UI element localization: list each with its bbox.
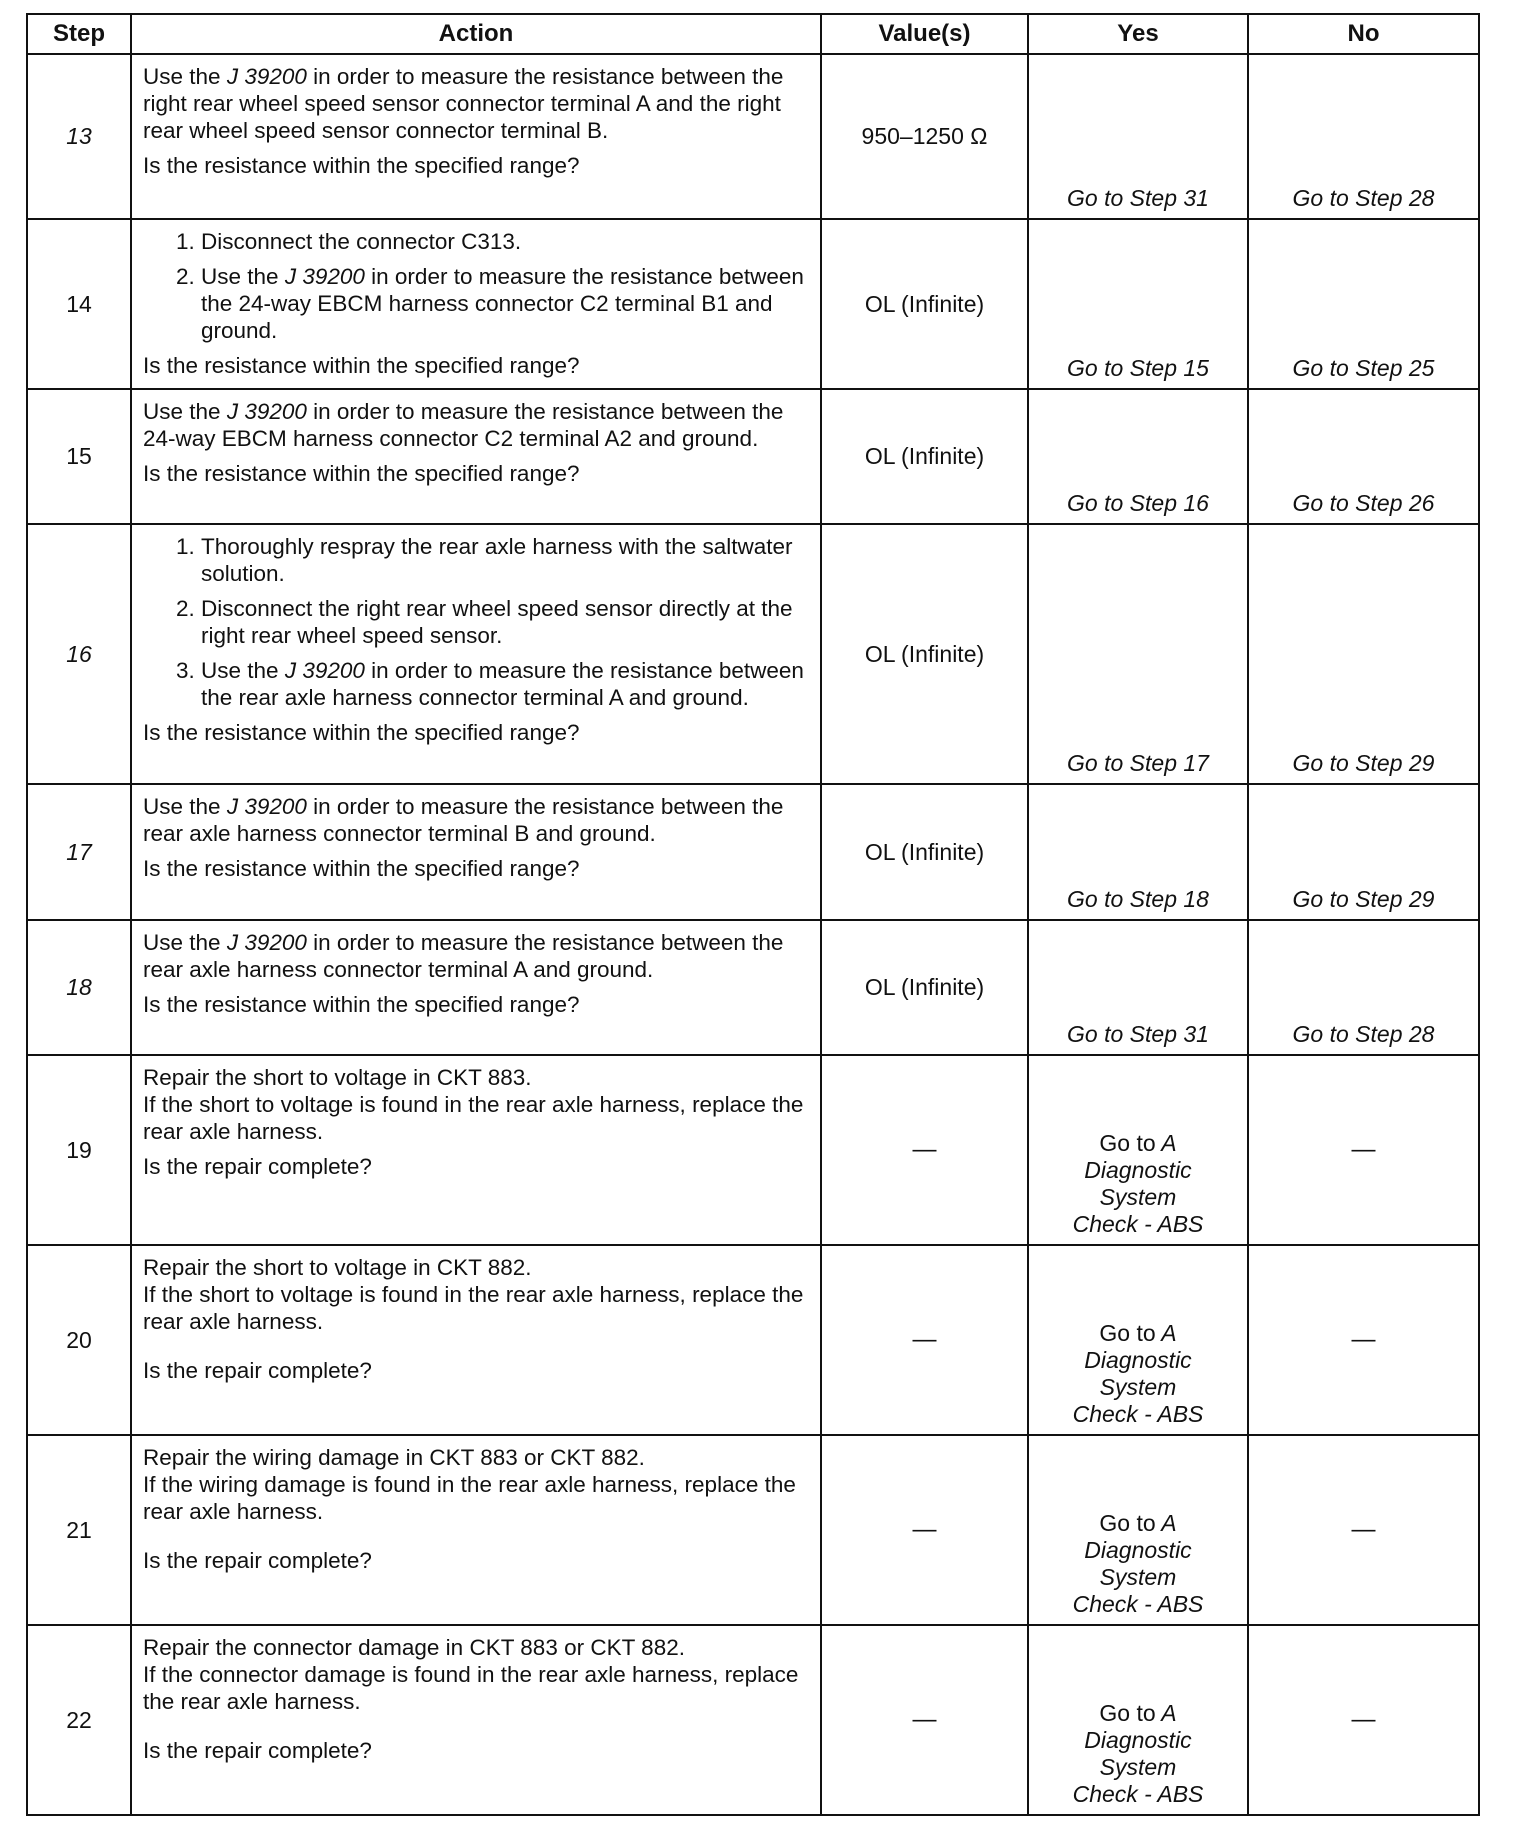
step-number: 21: [27, 1435, 131, 1625]
action-cell: [131, 219, 821, 389]
no-cell: Go to Step 26: [1248, 389, 1479, 524]
action-step: 2. Disconnect the right rear wheel speed sensor directly at the right rear wheel speed sensor.: [201, 595, 810, 649]
action-cell: [131, 920, 821, 1055]
yes-cell: Go to Step 15: [1028, 219, 1248, 389]
value-cell: —: [821, 1435, 1028, 1625]
step-number: 13: [27, 54, 131, 219]
action-cell: [131, 784, 821, 920]
action-cell: [131, 1055, 821, 1245]
yes-cell: Go to A Diagnostic System Check - ABS: [1028, 1435, 1248, 1625]
action-text: If the short to voltage is found in the rear axle harness, replace the rear axle harness.: [143, 1282, 804, 1334]
action-text: Use the J 39200 in order to measure the resistance between the 24-way EBCM harness connector C2 terminal A2 and ground.: [143, 399, 784, 451]
action-cell: [131, 54, 821, 219]
step-number: 17: [27, 784, 131, 920]
value-cell: OL (Infinite): [821, 920, 1028, 1055]
step-number: 14: [27, 219, 131, 389]
action-text: Use the J 39200 in order to measure the resistance between the right rear wheel speed sensor connector terminal A and the right rear wheel speed sensor connector terminal B.: [143, 64, 784, 143]
header-action: Action: [131, 14, 821, 54]
yes-cell: Go to A Diagnostic System Check - ABS: [1028, 1055, 1248, 1245]
value-cell: OL (Infinite): [821, 524, 1028, 784]
question-text: Is the repair complete?: [143, 1154, 372, 1179]
yes-cell: Go to Step 31: [1028, 920, 1248, 1055]
value-cell: —: [821, 1625, 1028, 1815]
action-text: Use the J 39200 in order to measure the resistance between the rear axle harness connector terminal B and ground.: [143, 794, 784, 846]
no-cell: Go to Step 28: [1248, 920, 1479, 1055]
action-text: Repair the short to voltage in CKT 882.: [143, 1255, 532, 1280]
header-values: Value(s): [821, 14, 1028, 54]
header-no: No: [1248, 14, 1479, 54]
table-row: [27, 1055, 1479, 1245]
step-number: 18: [27, 920, 131, 1055]
step-number: 15: [27, 389, 131, 524]
action-text: Repair the connector damage in CKT 883 or CKT 882.: [143, 1635, 685, 1660]
action-text: If the wiring damage is found in the rear axle harness, replace the rear axle harness.: [143, 1472, 796, 1524]
no-cell: Go to Step 25: [1248, 219, 1479, 389]
question-text: Is the repair complete?: [143, 1548, 372, 1573]
question-text: Is the resistance within the specified range?: [143, 353, 580, 378]
action-cell: [131, 524, 821, 784]
no-cell: Go to Step 29: [1248, 784, 1479, 920]
yes-cell: Go to A Diagnostic System Check - ABS: [1028, 1245, 1248, 1435]
table-row: [27, 920, 1479, 1055]
value-cell: OL (Infinite): [821, 784, 1028, 920]
table-row: [27, 54, 1479, 219]
table-row: [27, 524, 1479, 784]
header-yes: Yes: [1028, 14, 1248, 54]
action-text: If the connector damage is found in the rear axle harness, replace the rear axle harness.: [143, 1662, 799, 1714]
action-cell: [131, 1245, 821, 1435]
question-text: Is the repair complete?: [143, 1738, 372, 1763]
no-cell: —: [1248, 1435, 1479, 1625]
yes-cell: Go to Step 16: [1028, 389, 1248, 524]
action-text: Use the J 39200 in order to measure the resistance between the rear axle harness connector terminal A and ground.: [143, 930, 784, 982]
yes-cell: Go to Step 17: [1028, 524, 1248, 784]
no-cell: —: [1248, 1245, 1479, 1435]
diagnostic-table: [26, 13, 1480, 1816]
no-cell: —: [1248, 1625, 1479, 1815]
action-steps: [143, 533, 810, 711]
action-text: Repair the short to voltage in CKT 883.: [143, 1065, 532, 1090]
table-row: [27, 784, 1479, 920]
step-number: 20: [27, 1245, 131, 1435]
question-text: Is the resistance within the specified range?: [143, 992, 580, 1017]
no-cell: Go to Step 28: [1248, 54, 1479, 219]
step-number: 22: [27, 1625, 131, 1815]
question-text: Is the resistance within the specified range?: [143, 856, 580, 881]
yes-cell: Go to Step 18: [1028, 784, 1248, 920]
table-row: [27, 1245, 1479, 1435]
tool-name: J 39200: [226, 64, 307, 89]
action-step: 3. Use the J 39200 in order to measure the resistance between the rear axle harness connector terminal A and ground.: [201, 657, 810, 711]
header-row: [27, 14, 1479, 54]
action-cell: [131, 389, 821, 524]
value-cell: —: [821, 1055, 1028, 1245]
question-text: Is the resistance within the specified range?: [143, 461, 580, 486]
value-cell: OL (Infinite): [821, 219, 1028, 389]
yes-cell: Go to A Diagnostic System Check - ABS: [1028, 1625, 1248, 1815]
action-steps: [143, 228, 810, 344]
question-text: Is the resistance within the specified range?: [143, 720, 580, 745]
action-cell: [131, 1435, 821, 1625]
header-step: Step: [27, 14, 131, 54]
value-cell: 950–1250 Ω: [821, 54, 1028, 219]
step-number: 19: [27, 1055, 131, 1245]
step-number: 16: [27, 524, 131, 784]
no-cell: Go to Step 29: [1248, 524, 1479, 784]
table-row: [27, 1625, 1479, 1815]
value-cell: —: [821, 1245, 1028, 1435]
action-text: If the short to voltage is found in the rear axle harness, replace the rear axle harness.: [143, 1092, 804, 1144]
action-step: 1. Disconnect the connector C313.: [201, 228, 810, 255]
table-row: [27, 1435, 1479, 1625]
yes-cell: Go to Step 31: [1028, 54, 1248, 219]
action-text: Repair the wiring damage in CKT 883 or CKT 882.: [143, 1445, 645, 1470]
table-row: [27, 219, 1479, 389]
value-cell: OL (Infinite): [821, 389, 1028, 524]
table-row: [27, 389, 1479, 524]
action-step: 1. Thoroughly respray the rear axle harness with the saltwater solution.: [201, 533, 810, 587]
diagnostic-page: [26, 13, 1478, 1816]
action-cell: [131, 1625, 821, 1815]
no-cell: —: [1248, 1055, 1479, 1245]
action-step: 2. Use the J 39200 in order to measure the resistance between the 24-way EBCM harness connector C2 terminal B1 and ground.: [201, 263, 810, 344]
question-text: Is the resistance within the specified range?: [143, 153, 580, 178]
question-text: Is the repair complete?: [143, 1358, 372, 1383]
